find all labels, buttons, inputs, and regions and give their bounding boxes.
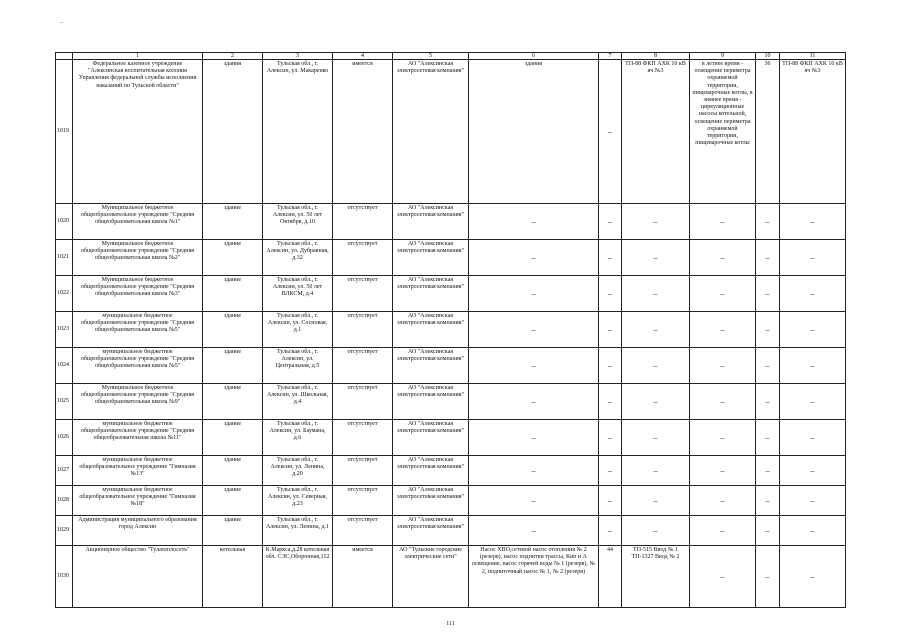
table-row xyxy=(56,486,846,516)
table-row xyxy=(56,60,846,204)
table-row xyxy=(56,312,846,348)
table-cell: – xyxy=(599,516,622,546)
table-cell: АО "Алексинская электросетевая компания" xyxy=(393,384,469,420)
table-cell: отсутствует xyxy=(333,516,393,546)
table-cell: – xyxy=(690,276,756,312)
table-cell: Муниципальное бюджетное общеобразовательное учреждение "Средняя общеобразовательная школа №9" xyxy=(73,384,203,420)
page-number: 111 xyxy=(446,621,455,627)
table-cell: – xyxy=(690,348,756,384)
table-cell: – xyxy=(599,240,622,276)
table-cell: АО "Алексинская электросетевая компания" xyxy=(393,240,469,276)
table-cell: Муниципальное бюджетное общеобразовательное учреждение "Средняя общеобразовательная школа №3" xyxy=(73,276,203,312)
table-cell: – xyxy=(622,276,690,312)
row-number: 1026 xyxy=(56,420,73,456)
table-cell: – xyxy=(756,204,780,240)
table-cell: – xyxy=(690,456,756,486)
table-cell: отсутствует xyxy=(333,312,393,348)
table-cell: ТП-88 ФКП АХК 10 кВ яч №3 xyxy=(780,60,846,204)
table-cell: – xyxy=(756,486,780,516)
table-cell: АО "Тульские городские электрические сети" xyxy=(393,546,469,608)
table-cell: отсутствует xyxy=(333,240,393,276)
header-cell: 8 xyxy=(622,53,690,60)
table-cell: в летнее время - освещение периметра охраняемой территории, пищеварочные котлы, в зимнее время - циркуляционные насосы котельной, освещение периметра охраняемой территории, пищеварочные котлы xyxy=(690,60,756,204)
table-cell: Тульская обл., г. Алексин, ул. Сосновая, д.1 xyxy=(263,312,333,348)
table-cell: Тульская обл., г. Алексин, ул. Ленина, д.1 xyxy=(263,516,333,546)
table-cell: – xyxy=(756,384,780,420)
table-cell: Акционерное общество "Тулатеплосеть" xyxy=(73,546,203,608)
table-cell: – xyxy=(780,204,846,240)
table-cell: – xyxy=(780,240,846,276)
table-cell: – xyxy=(622,312,690,348)
table-cell: АО "Алексинская электросетевая компания" xyxy=(393,276,469,312)
table-cell: – xyxy=(622,348,690,384)
header-cell: 3 xyxy=(263,53,333,60)
table-cell: АО "Алексинская электросетевая компания" xyxy=(393,348,469,384)
table-cell: муниципальное бюджетное общеобразовательное учреждение "Средняя общеобразовательная школа №5" xyxy=(73,348,203,384)
table-cell: – xyxy=(756,456,780,486)
table-cell: – xyxy=(780,516,846,546)
row-number: 1024 xyxy=(56,348,73,384)
table-cell: – xyxy=(469,348,599,384)
table-cell: – xyxy=(599,312,622,348)
row-number: 1022 xyxy=(56,276,73,312)
table-cell: отсутствует xyxy=(333,384,393,420)
table-cell: – xyxy=(690,516,756,546)
table-cell: – xyxy=(469,204,599,240)
table-cell: – xyxy=(599,348,622,384)
header-cell: 9 xyxy=(690,53,756,60)
table-cell: АО "Алексинская электросетевая компания" xyxy=(393,486,469,516)
table-cell: – xyxy=(780,348,846,384)
table-cell: – xyxy=(599,60,622,204)
table-cell: – xyxy=(599,276,622,312)
table-cell: – xyxy=(756,276,780,312)
table-cell: – xyxy=(622,486,690,516)
table-cell: АО "Алексинская электросетевая компания" xyxy=(393,516,469,546)
table-cell: здание xyxy=(203,516,263,546)
table-cell: – xyxy=(780,546,846,608)
table-cell: отсутствует xyxy=(333,420,393,456)
table-row xyxy=(56,384,846,420)
table-cell: АО "Алексинская электросетевая компания" xyxy=(393,456,469,486)
table-cell: АО "Алексинская электросетевая компания" xyxy=(393,312,469,348)
table-cell: – xyxy=(690,384,756,420)
table-row xyxy=(56,276,846,312)
table-cell: АО "Алексинская электросетевая компания" xyxy=(393,204,469,240)
table-cell: – xyxy=(469,240,599,276)
header-cell: 4 xyxy=(333,53,393,60)
table-cell: здание xyxy=(203,456,263,486)
table-cell: котельная xyxy=(203,546,263,608)
header-row xyxy=(56,53,846,60)
table-cell: – xyxy=(756,312,780,348)
table-cell: здание xyxy=(203,420,263,456)
table-cell: – xyxy=(622,456,690,486)
table-cell: Тульская обл., г. Алексин, ул. Центральная, д.5 xyxy=(263,348,333,384)
row-number: 1019 xyxy=(56,60,73,204)
header-cell: 5 xyxy=(393,53,469,60)
table-cell: муниципальное бюджетное общеобразовательное учреждение "Гимназия №18" xyxy=(73,486,203,516)
table-cell: – xyxy=(469,456,599,486)
scan-mark: – xyxy=(60,20,63,26)
table-cell: муниципальное бюджетное общеобразовательное учреждение "Средняя общеобразовательная школа №5" xyxy=(73,312,203,348)
header-cell: 1 xyxy=(73,53,203,60)
header-cell: 2 xyxy=(203,53,263,60)
table-cell: – xyxy=(756,240,780,276)
table-cell: Тульская обл., г. Алексин, ул. Ленина, д.20 xyxy=(263,456,333,486)
table-cell: Тульская обл., г. Алексин, ул. Баумана, д.6 xyxy=(263,420,333,456)
table-cell: Тульская обл., г. Алексин, ул. 50 лет Октября, д.10 xyxy=(263,204,333,240)
table-cell: АО "Алексинская электросетевая компания" xyxy=(393,420,469,456)
table-cell: Тульская обл., г. Алексин, ул. Школьная, д.4 xyxy=(263,384,333,420)
table-cell: 36 xyxy=(756,60,780,204)
table-cell: Муниципальное бюджетное общеобразовательное учреждение "Средняя общеобразовательная школа №1" xyxy=(73,204,203,240)
table-cell: – xyxy=(690,204,756,240)
table-cell: здание xyxy=(203,312,263,348)
table-cell: АО "Алексинская электросетевая компания" xyxy=(393,60,469,204)
table-row xyxy=(56,546,846,608)
table-cell: Тульская обл., г. Алексин, ул. Дубравная, д.32 xyxy=(263,240,333,276)
table-cell: отсутствует xyxy=(333,204,393,240)
table-cell: ТП-515 Ввод № 1 ТП-1327 Ввод № 2 xyxy=(622,546,690,608)
table-cell: 44 xyxy=(599,546,622,608)
table-cell: здания xyxy=(203,60,263,204)
table-cell: – xyxy=(622,240,690,276)
row-number: 1029 xyxy=(56,516,73,546)
row-number: 1028 xyxy=(56,486,73,516)
row-number: 1021 xyxy=(56,240,73,276)
table-cell: отсутствует xyxy=(333,486,393,516)
table-cell: – xyxy=(756,420,780,456)
table-cell: – xyxy=(756,516,780,546)
table-row xyxy=(56,240,846,276)
table-cell: Насос ХВО,сетевой насос отопления № 2 (резерв), насос подпитки трассы, Кип и А освещение, насос горячей воды № 1 (резерв), № 2, подпиточный насос № 1, № 2 (резерв) xyxy=(469,546,599,608)
table-row xyxy=(56,456,846,486)
table-cell: – xyxy=(469,486,599,516)
table-cell: – xyxy=(780,456,846,486)
table-cell: – xyxy=(756,546,780,608)
table-cell: здание xyxy=(203,486,263,516)
table-cell: – xyxy=(690,312,756,348)
table-cell: – xyxy=(690,486,756,516)
table-cell: – xyxy=(599,420,622,456)
header-cell: 6 xyxy=(469,53,599,60)
table-cell: – xyxy=(622,204,690,240)
table-cell: – xyxy=(690,546,756,608)
row-number: 1025 xyxy=(56,384,73,420)
table-cell: здание xyxy=(203,384,263,420)
table-cell: – xyxy=(780,312,846,348)
table-cell: К.Маркса,д.28 котельная обл. СЭС,Оборонная,112 xyxy=(263,546,333,608)
table-cell: имеется xyxy=(333,546,393,608)
objects-table xyxy=(55,52,846,608)
table-cell: здание xyxy=(203,348,263,384)
table-cell: – xyxy=(780,384,846,420)
table-cell: Тульская обл., г. Алексин, ул. 50 лет ВЛКСМ, д.4 xyxy=(263,276,333,312)
row-number: 1020 xyxy=(56,204,73,240)
table-cell: муниципальное бюджетное общеобразовательное учреждение "Гимназия №13" xyxy=(73,456,203,486)
table-cell: здания xyxy=(469,60,599,204)
table-cell: – xyxy=(469,420,599,456)
table-cell: – xyxy=(599,486,622,516)
table-cell: – xyxy=(622,384,690,420)
table-row xyxy=(56,420,846,456)
table-cell: Тульская обл., г. Алексин, ул. Северная, д.23 xyxy=(263,486,333,516)
table-cell: отсутствует xyxy=(333,348,393,384)
table-cell: Муниципальное бюджетное общеобразовательное учреждение "Средняя общеобразовательная школа №2" xyxy=(73,240,203,276)
table-cell: – xyxy=(599,204,622,240)
table-cell: здание xyxy=(203,204,263,240)
table-cell: Администрация муниципального образования город Алексин xyxy=(73,516,203,546)
table-cell: ТП-88 ФКП АХК 10 кВ яч №3 xyxy=(622,60,690,204)
table-row xyxy=(56,204,846,240)
header-cell: 7 xyxy=(599,53,622,60)
table-cell: здание xyxy=(203,276,263,312)
header-cell: 10 xyxy=(756,53,780,60)
table-cell: муниципальное бюджетное общеобразовательное учреждение "Средняя общеобразовательная школа №11" xyxy=(73,420,203,456)
row-number: 1027 xyxy=(56,456,73,486)
table-cell: – xyxy=(690,420,756,456)
table-cell: – xyxy=(469,312,599,348)
header-cell-empty xyxy=(56,53,73,60)
row-number: 1023 xyxy=(56,312,73,348)
table-cell: – xyxy=(622,516,690,546)
header-cell: 11 xyxy=(780,53,846,60)
table-cell: – xyxy=(780,276,846,312)
table-cell: – xyxy=(469,276,599,312)
table-cell: здание xyxy=(203,240,263,276)
table-cell: – xyxy=(599,456,622,486)
table-cell: отсутствует xyxy=(333,456,393,486)
table-cell: – xyxy=(756,348,780,384)
table-cell: имеется xyxy=(333,60,393,204)
table-cell: – xyxy=(599,384,622,420)
table-cell: – xyxy=(622,420,690,456)
table-cell: – xyxy=(690,240,756,276)
table-cell: – xyxy=(780,420,846,456)
table-row xyxy=(56,348,846,384)
row-number: 1030 xyxy=(56,546,73,608)
table-cell: – xyxy=(469,384,599,420)
table-cell: Тульская обл., г. Алексин, ул. Макаренко xyxy=(263,60,333,204)
table-cell: отсутствует xyxy=(333,276,393,312)
table-row xyxy=(56,516,846,546)
table-cell: – xyxy=(469,516,599,546)
table-cell: – xyxy=(780,486,846,516)
table-cell: Федеральное казенное учреждение "Алексинская воспитательная колония Управления федеральной службы исполнения наказаний по Тульской области" xyxy=(73,60,203,204)
